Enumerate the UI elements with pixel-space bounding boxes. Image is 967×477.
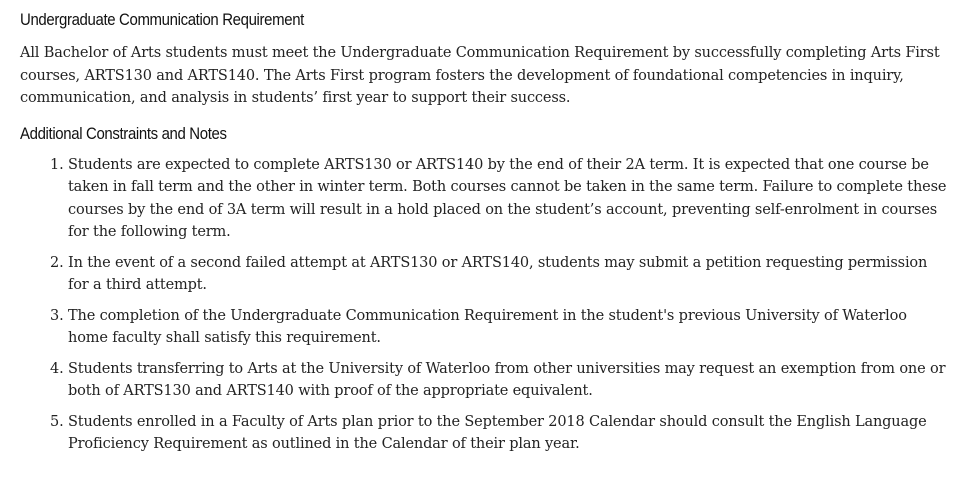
intro-paragraph: All Bachelor of Arts students must meet the Undergraduate Communication Requirement by successfully completing Arts First courses, ARTS130 and ARTS140. The Arts First program fosters the development of foundational competencies in inquiry, communication, and analysis in students’ first year to support their success.: [20, 45, 940, 106]
requirement-section: [20, 8, 950, 456]
section-title: Undergraduate Communication Requirement: [20, 10, 304, 29]
list-item: 3. The completion of the Undergraduate Communication Requirement in the student's previous University of Waterloo home faculty shall satisfy this requirement.: [68, 305, 950, 350]
list-item: 1. Students are expected to complete ARTS130 or ARTS140 by the end of their 2A term. It is expected that one course be taken in fall term and the other in winter term. Both courses cannot be taken in the same term. Failure to complete these courses by the end of 3A term will result in a hold placed on the student’s account, preventing self-enrolment in courses for the following term.: [68, 154, 950, 244]
list-item: 2. In the event of a second failed attempt at ARTS130 or ARTS140, students may submit a petition requesting permission for a third attempt.: [68, 252, 950, 297]
constraints-list: [20, 154, 950, 456]
list-item: 5. Students enrolled in a Faculty of Arts plan prior to the September 2018 Calendar should consult the English Language Proficiency Requirement as outlined in the Calendar of their plan year.: [68, 411, 950, 456]
list-item: 4. Students transferring to Arts at the University of Waterloo from other universities may request an exemption from one or both of ARTS130 and ARTS140 with proof of the appropriate equivalent.: [68, 358, 950, 403]
constraints-title: Additional Constraints and Notes: [20, 123, 227, 143]
